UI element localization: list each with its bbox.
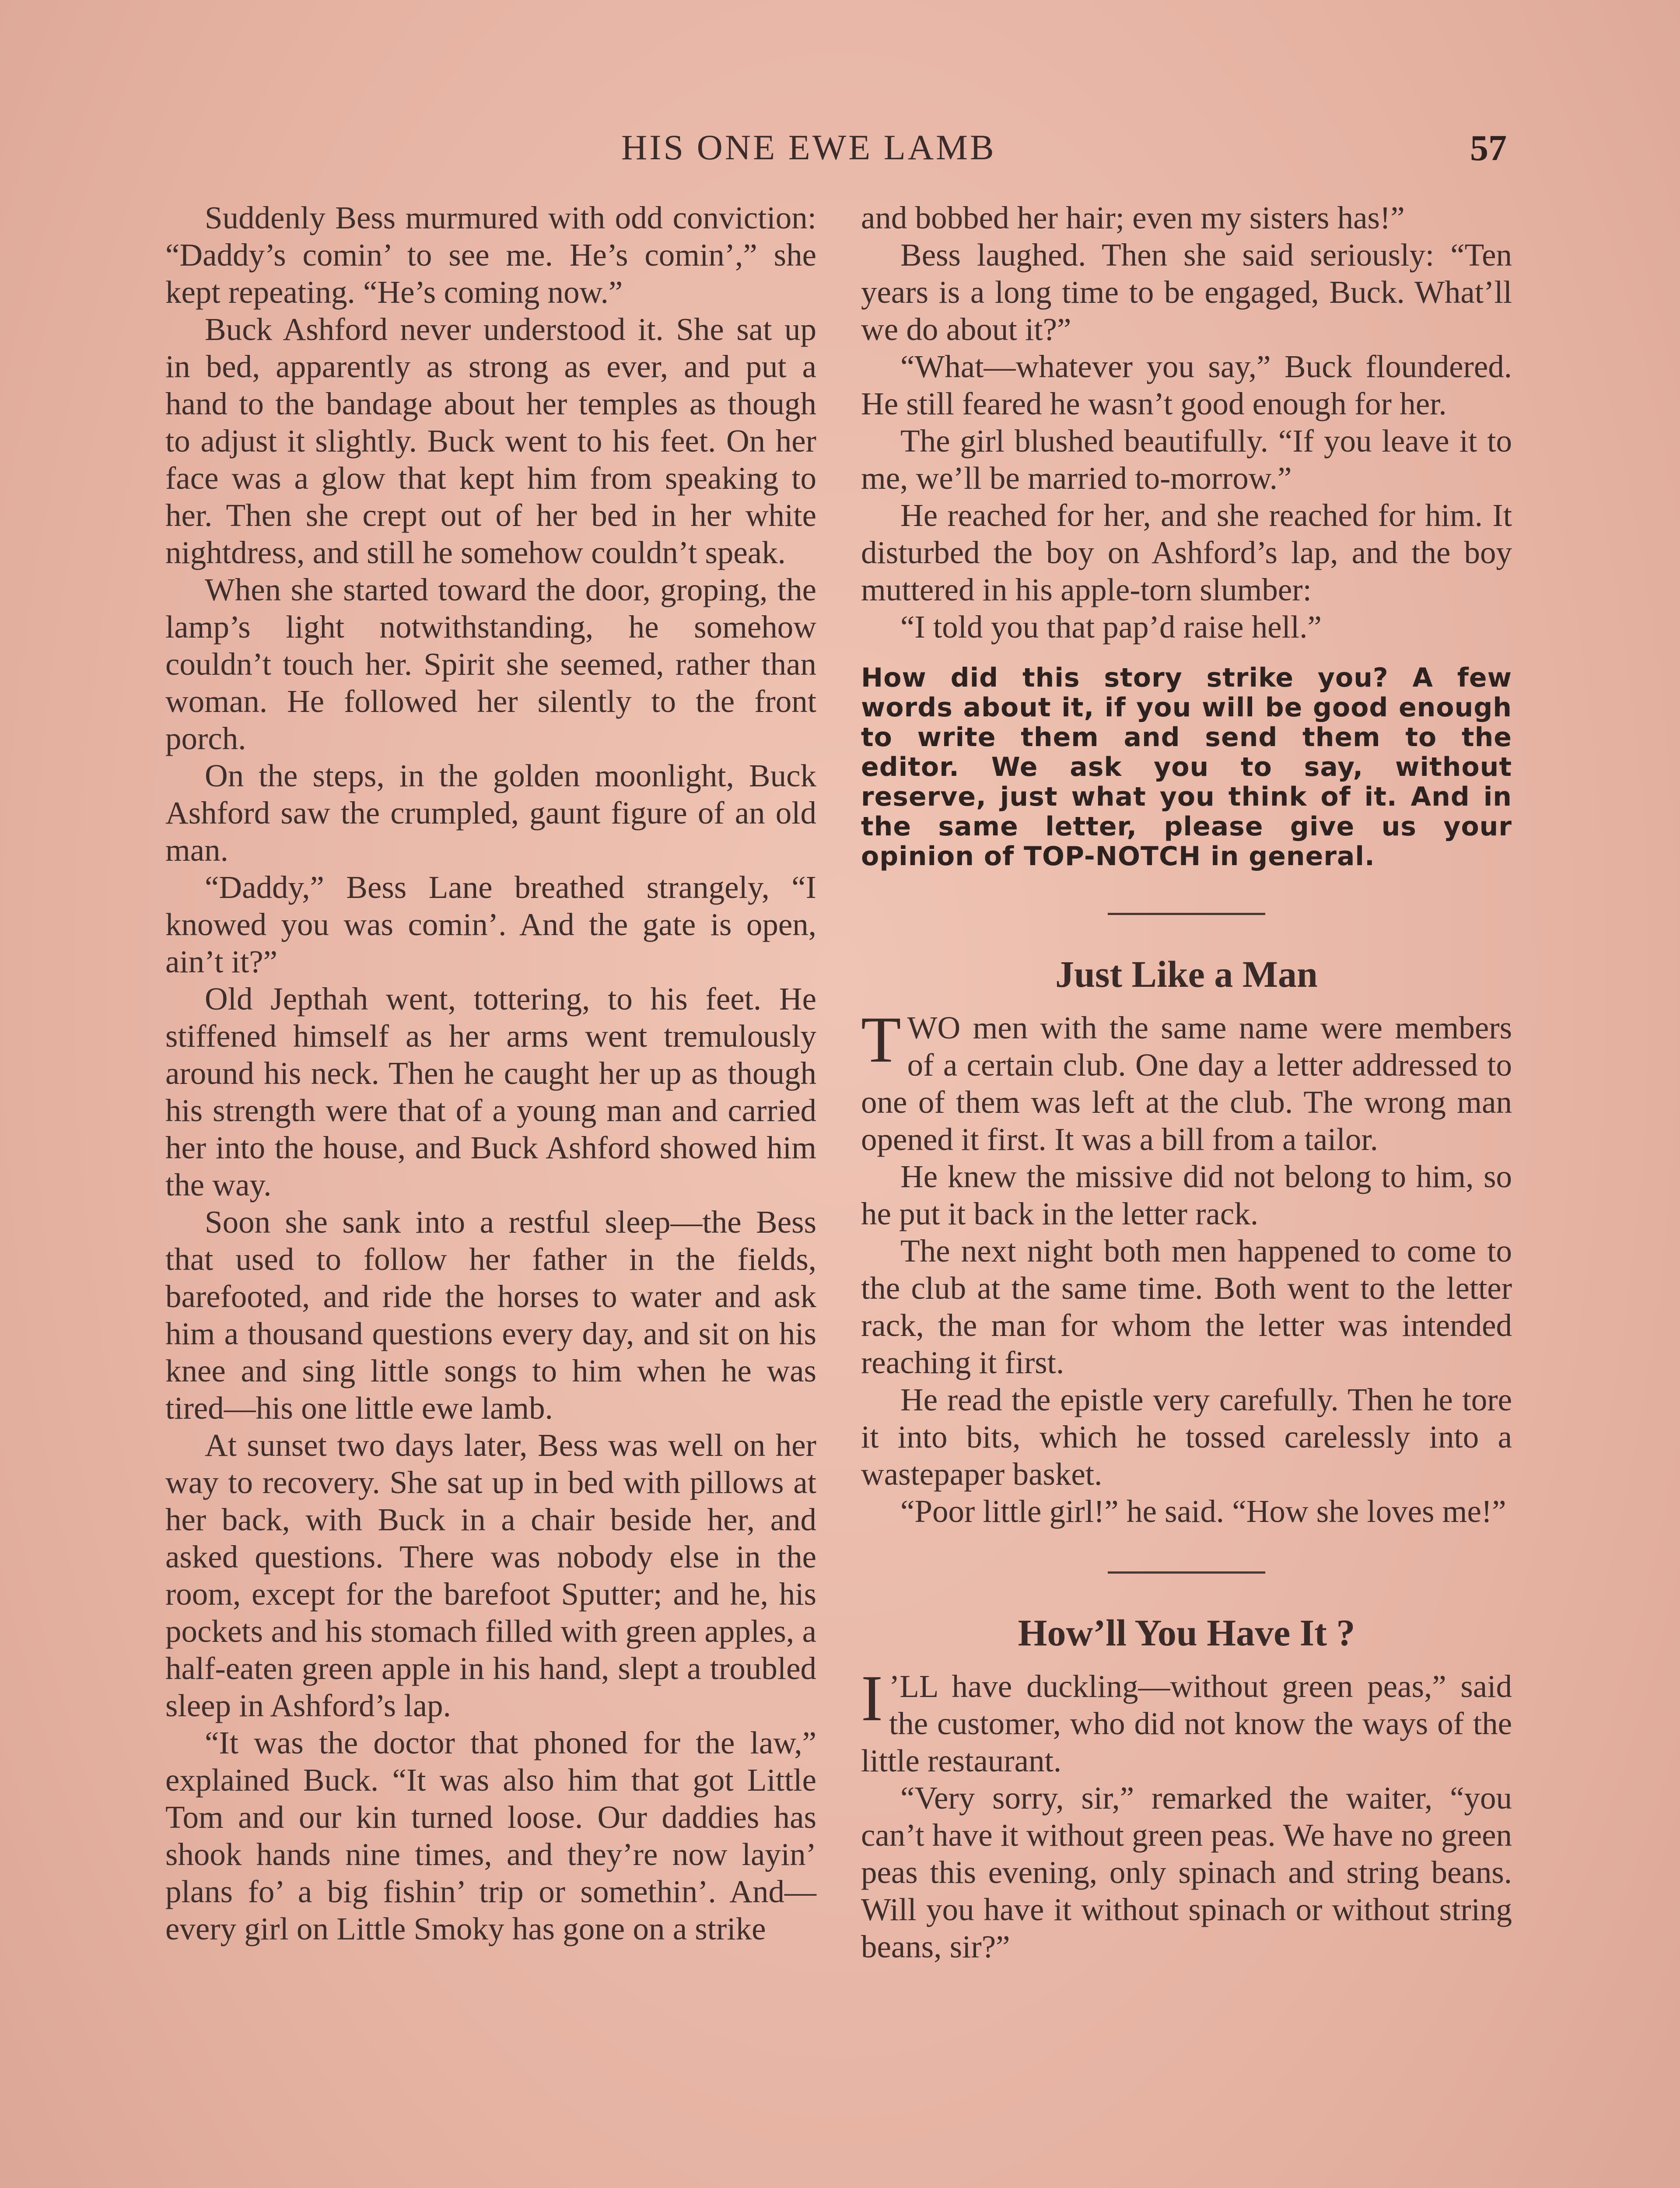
paragraph-text: WO men with the same name were members of a certain club. One day a letter addressed to one of them was left at the club. The wrong man opened it first. It was a bill from a tailor.: [861, 1010, 1512, 1157]
running-header: [0, 118, 1680, 166]
story-paragraph: [861, 1003, 1512, 1158]
story-title: Just Like a Man: [1055, 953, 1318, 995]
story-paragraph: [861, 1662, 1512, 1779]
story-paragraph: He read the epistle very carefully. Then he tore it into bits, which he tossed carelessly into a wastepaper basket.: [861, 1382, 1512, 1492]
story-paragraph: Soon she sank into a restful sleep—the Bess that used to follow her father in the fields, barefooted, and ride the horses to water and ask him a thousand questions every day, and sit on his knee and sing little songs to him when he was tired—his one little ewe lamb.: [165, 1204, 816, 1426]
page-number: 57: [1470, 128, 1507, 168]
section-divider: [1108, 1571, 1265, 1574]
running-title: HIS ONE EWE LAMB: [621, 127, 996, 167]
left-column: [165, 199, 816, 1947]
section-divider: [1108, 913, 1265, 915]
story-paragraph: “Daddy,” Bess Lane breathed strangely, “I knowed you was comin’. And the gate is open, ain’t it?”: [165, 870, 816, 979]
story-paragraph: “I told you that pap’d raise hell.”: [900, 609, 1322, 645]
story-paragraph: “Very sorry, sir,” remarked the waiter, “you can’t have it without green peas. We have no green peas this evening, only spinach and string beans. Will you have it without spinach or without string beans, sir?”: [861, 1780, 1512, 1964]
story-paragraph: The girl blushed beautifully. “If you leave it to me, we’ll be married to-morrow.”: [861, 423, 1512, 496]
drop-cap: T: [861, 1003, 901, 1076]
story-paragraph: He knew the missive did not belong to him, so he put it back in the letter rack.: [861, 1159, 1512, 1231]
story-paragraph: At sunset two days later, Bess was well on her way to recovery. She sat up in bed with pillows at her back, with Buck in a chair beside her, and asked questions. There was nobody else in the room, except for the barefoot Sputter; and he, his pockets and his stomach filled with green apples, a half-eaten green apple in his hand, slept a troubled sleep in Ashford’s lap.: [165, 1427, 816, 1723]
story-paragraph: “Poor little girl!” he said. “How she loves me!”: [900, 1494, 1506, 1529]
story-paragraph: Old Jepthah went, tottering, to his feet. He stiffened himself as her arms went tremulously around his neck. Then he caught her up as though his strength were that of a young man and carried her into the house, and Buck Ashford showed him the way.: [165, 981, 816, 1203]
editor-note: How did this story strike you? A few words about it, if you will be good enough to write them and send them to the editor. We ask you to say, without reserve, just what you think of it. And in the same letter, please give us your opinion of TOP-NOTCH in general.: [861, 663, 1512, 872]
paragraph-text: ’LL have duckling—without green peas,” said the customer, who did not know the ways of the little restaurant.: [861, 1669, 1512, 1778]
right-column: [861, 199, 1512, 1965]
continued-paragraph: and bobbed her hair; even my sisters has!”: [861, 200, 1405, 235]
story-paragraph: On the steps, in the golden moonlight, Buck Ashford saw the crumpled, gaunt figure of an old man.: [165, 758, 816, 868]
story-paragraph: He reached for her, and she reached for him. It disturbed the boy on Ashford’s lap, and the boy muttered in his apple-torn slumber:: [861, 498, 1512, 607]
story-paragraph: Bess laughed. Then she said seriously: “Ten years is a long time to be engaged, Buck. What’ll we do about it?”: [861, 237, 1512, 347]
drop-cap: I: [861, 1662, 883, 1735]
story-paragraph: Suddenly Bess murmured with odd conviction: “Daddy’s comin’ to see me. He’s comin’,” she kept repeating. “He’s coming now.”: [165, 200, 816, 310]
story-paragraph: Buck Ashford never understood it. She sat up in bed, apparently as strong as ever, and put a hand to the bandage about her temples as though to adjust it slightly. Buck went to his feet. On her face was a glow that kept him from speaking to her. Then she crept out of her bed in her white nightdress, and still he somehow couldn’t speak.: [165, 312, 816, 570]
story-title: How’ll You Have It ?: [1018, 1612, 1355, 1654]
story-paragraph: “It was the doctor that phoned for the law,” explained Buck. “It was also him that got Little Tom and our kin turned loose. Our daddies has shook hands nine times, and they’re now layin’ plans fo’ a big fishin’ trip or somethin’. And—every girl on Little Smoky has gone on a strike: [165, 1725, 816, 1946]
story-paragraph: “What—whatever you say,” Buck floundered. He still feared he wasn’t good enough for her.: [861, 349, 1512, 421]
story-paragraph: The next night both men happened to come to the club at the same time. Both went to the letter rack, the man for whom the letter was intended reaching it first.: [861, 1233, 1512, 1380]
story-paragraph: When she started toward the door, groping, the lamp’s light notwithstanding, he somehow couldn’t touch her. Spirit she seemed, rather than woman. He followed her silently to the front porch.: [165, 572, 816, 756]
